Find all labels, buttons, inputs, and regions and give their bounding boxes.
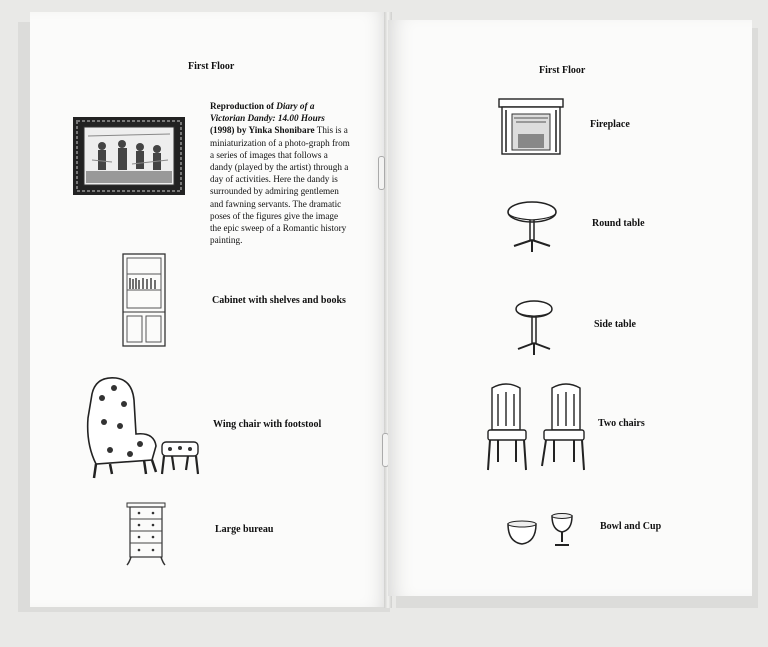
item-label-round-table: Round table: [592, 218, 645, 229]
cabinet-icon: [121, 252, 167, 348]
bowl-cup-icon: [506, 512, 576, 548]
chairs-icon: [484, 382, 588, 474]
bureau-icon: [125, 501, 167, 567]
right-page-heading: First Floor: [539, 65, 586, 76]
item-label-bowl-cup: Bowl and Cup: [600, 521, 662, 532]
left-page-heading: First Floor: [188, 61, 235, 72]
right-page: [388, 20, 752, 596]
item-label-wing-chair: Wing chair with footstool: [213, 419, 322, 430]
side-table-icon: [514, 299, 554, 357]
item-label-side-table: Side table: [594, 319, 636, 330]
item-label-cabinet: Cabinet with shelves and books: [212, 295, 346, 306]
left-page: [30, 12, 390, 607]
artwork-description: Reproduction of Diary of a Victorian Dandy: 14.00 Hours (1998) by Yinka Shonibare This is a miniaturization of a photo-graph from a series of images that follows a dandy (played by the artist) through a day of activities. Here the dandy is surrounded by admiring gentlemen and fawning servants. The dramatic poses of the figures give the image the epic sweep of a Romantic history painting.: [210, 101, 350, 246]
staple-top: [378, 156, 385, 190]
wing-chair-icon: [82, 374, 204, 486]
item-label-two-chairs: Two chairs: [598, 418, 645, 429]
item-label-fireplace: Fireplace: [590, 119, 630, 130]
framed-painting-icon: [72, 116, 186, 196]
round-table-icon: [506, 200, 558, 254]
item-label-bureau: Large bureau: [215, 524, 274, 535]
fireplace-icon: [498, 98, 564, 156]
